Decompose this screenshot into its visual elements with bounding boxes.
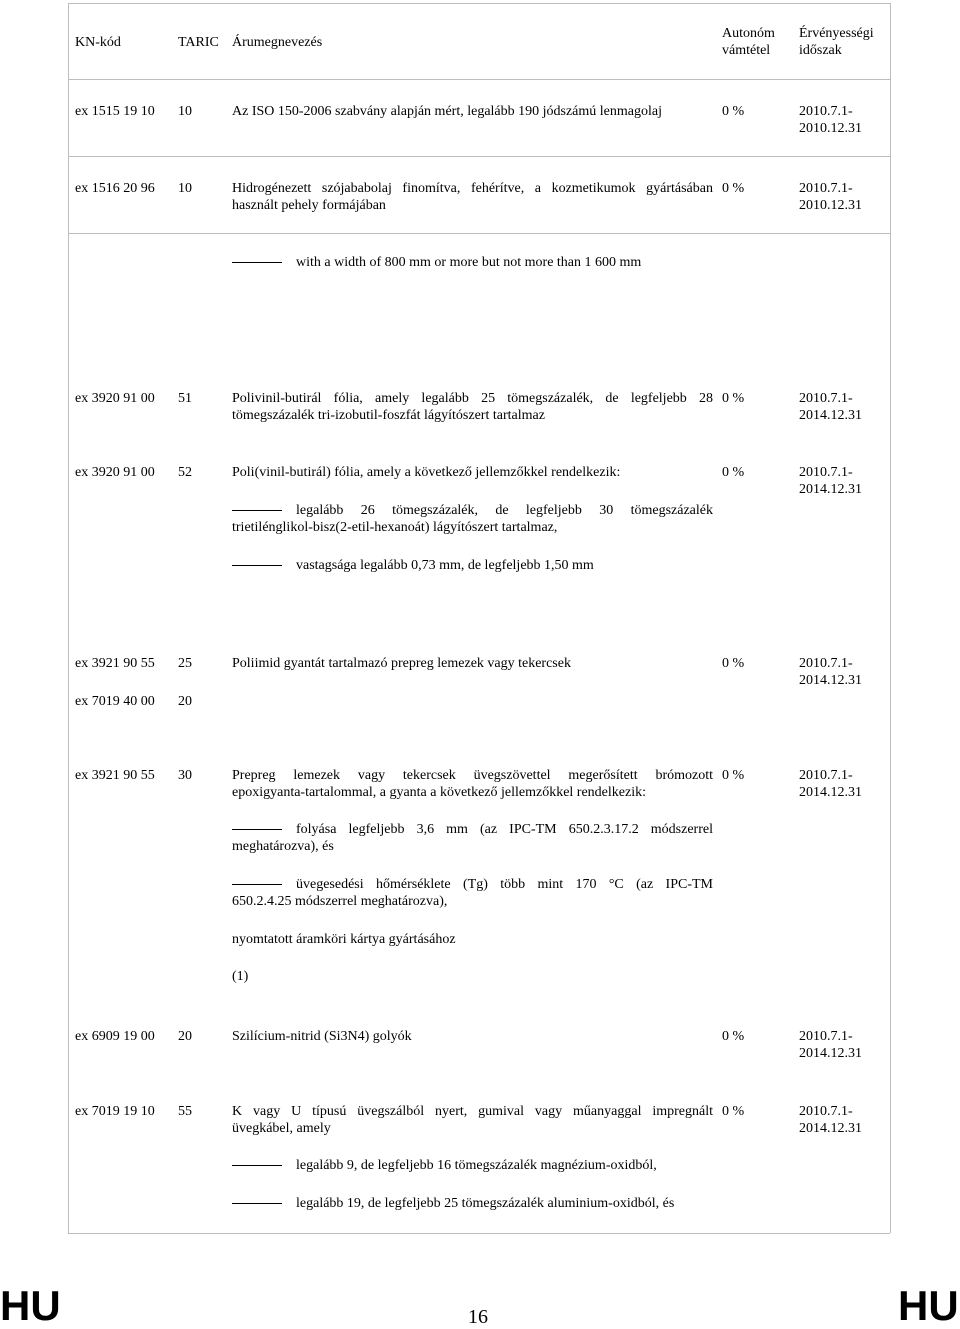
row-1-duty-rate: 0 % bbox=[722, 104, 745, 119]
row-5-sub-item-1 bbox=[232, 502, 713, 536]
row-2-taric: 10 bbox=[178, 181, 192, 196]
row-5-period bbox=[799, 464, 862, 498]
row-4-duty-rate: 0 % bbox=[722, 391, 745, 406]
dash-marker bbox=[232, 565, 282, 566]
header-duty-rate-line1: Autonóm bbox=[722, 26, 775, 41]
row-9-duty-rate: 0 % bbox=[722, 1104, 745, 1119]
row-1-period-start: 2010.7.1- bbox=[799, 104, 853, 119]
row-6-duty-rate: 0 % bbox=[722, 656, 745, 671]
header-description: Árumegnevezés bbox=[232, 35, 323, 50]
row-6-period-start: 2010.7.1- bbox=[799, 656, 853, 671]
row-6-taric-2: 20 bbox=[178, 694, 192, 709]
row-8-description: Szilícium-nitrid (Si3N4) golyók bbox=[232, 1029, 412, 1044]
footer-language-code-left: HU bbox=[0, 1282, 61, 1329]
row-7-period-end: 2014.12.31 bbox=[799, 785, 862, 800]
row-7-kn-code: ex 3921 90 55 bbox=[75, 768, 155, 783]
header-duty-rate bbox=[722, 25, 775, 59]
row-1-description: Az ISO 150-2006 szabvány alapján mért, legalább 190 jódszámú lenmagolaj bbox=[232, 104, 662, 119]
row-2-description bbox=[232, 180, 713, 214]
row-6-kn-code-2: ex 7019 40 00 bbox=[75, 694, 155, 709]
row-5-sub-item-1-line2: trietilénglikol-bisz(2-etil-hexanoát) lágyítószert tartalmaz, bbox=[232, 520, 558, 535]
footer-language-code-right: HU bbox=[898, 1282, 959, 1329]
row-4-description bbox=[232, 390, 713, 424]
row-6-period-end: 2014.12.31 bbox=[799, 673, 862, 688]
row-divider bbox=[68, 156, 890, 157]
row-1-period bbox=[799, 103, 862, 137]
row-5-sub-item-1-line1: legalább 26 tömegszázalék, de legfeljebb 30 tömegszázalék bbox=[296, 503, 713, 518]
row-5-taric: 52 bbox=[178, 465, 192, 480]
row-4-period bbox=[799, 390, 862, 424]
row-7-description-line2: epoxigyanta-tartalommal, a gyanta a következő jellemzőkkel rendelkezik: bbox=[232, 785, 646, 800]
row-4-description-line1: Polivinil-butirál fólia, amely legalább 25 tömegszázalék, de legfeljebb 28 bbox=[232, 391, 713, 406]
row-2-period-start: 2010.7.1- bbox=[799, 181, 853, 196]
row-4-taric: 51 bbox=[178, 391, 192, 406]
header-duty-rate-line2: vámtétel bbox=[722, 43, 771, 58]
row-9-description-line1: K vagy U típusú üvegszálból nyert, gumival vagy műanyaggal impregnált bbox=[232, 1104, 713, 1119]
row-5-sub-item-2: vastagsága legalább 0,73 mm, de legfeljebb 1,50 mm bbox=[296, 558, 594, 573]
row-2-period bbox=[799, 180, 862, 214]
row-6-kn-code-1: ex 3921 90 55 bbox=[75, 656, 155, 671]
row-1-taric: 10 bbox=[178, 104, 192, 119]
row-1-period-end: 2010.12.31 bbox=[799, 121, 862, 136]
row-7-sub-item-1-line1: folyása legfeljebb 3,6 mm (az IPC-TM 650.2.3.17.2 módszerrel bbox=[296, 822, 713, 837]
table-border-left bbox=[68, 3, 69, 1233]
row-divider bbox=[68, 79, 890, 80]
row-7-duty-rate: 0 % bbox=[722, 768, 745, 783]
row-8-taric: 20 bbox=[178, 1029, 192, 1044]
row-9-kn-code: ex 7019 19 10 bbox=[75, 1104, 155, 1119]
row-7-sub-item-2 bbox=[232, 876, 713, 910]
row-5-duty-rate: 0 % bbox=[722, 465, 745, 480]
row-9-description-line2: üvegkábel, amely bbox=[232, 1121, 331, 1136]
row-2-duty-rate: 0 % bbox=[722, 181, 745, 196]
row-7-taric: 30 bbox=[178, 768, 192, 783]
row-6-taric-1: 25 bbox=[178, 656, 192, 671]
row-8-period-start: 2010.7.1- bbox=[799, 1029, 853, 1044]
row-4-period-start: 2010.7.1- bbox=[799, 391, 853, 406]
row-9-period-end: 2014.12.31 bbox=[799, 1121, 862, 1136]
row-8-kn-code: ex 6909 19 00 bbox=[75, 1029, 155, 1044]
row-3-description: with a width of 800 mm or more but not more than 1 600 mm bbox=[296, 255, 642, 270]
row-6-description: Poliimid gyantát tartalmazó prepreg lemezek vagy tekercsek bbox=[232, 656, 571, 671]
row-divider bbox=[68, 233, 890, 234]
header-validity-line1: Érvényességi bbox=[799, 26, 874, 41]
row-5-kn-code: ex 3920 91 00 bbox=[75, 465, 155, 480]
row-8-duty-rate: 0 % bbox=[722, 1029, 745, 1044]
row-2-period-end: 2010.12.31 bbox=[799, 198, 862, 213]
header-validity-period bbox=[799, 25, 874, 59]
row-2-description-line1: Hidrogénezett szójababolaj finomítva, fehérítve, a kozmetikumok gyártásában bbox=[232, 181, 713, 196]
row-9-taric: 55 bbox=[178, 1104, 192, 1119]
page-number: 16 bbox=[468, 1306, 488, 1328]
header-taric: TARIC bbox=[178, 35, 219, 50]
row-7-footnote-ref: (1) bbox=[232, 969, 249, 984]
row-7-sub-item-2-line1: üvegesedési hőmérséklete (Tg) több mint 170 °C (az IPC-TM bbox=[296, 877, 713, 892]
header-validity-line2: időszak bbox=[799, 43, 842, 58]
row-9-description bbox=[232, 1103, 713, 1137]
row-5-description: Poli(vinil-butirál) fólia, amely a következő jellemzőkkel rendelkezik: bbox=[232, 465, 621, 480]
row-4-description-line2: tömegszázalék tri-izobutil-foszfát lágyítószert tartalmaz bbox=[232, 408, 545, 423]
header-kn-code: KN-kód bbox=[75, 35, 121, 50]
row-7-purpose: nyomtatott áramköri kártya gyártásához bbox=[232, 932, 456, 947]
dash-marker bbox=[232, 262, 282, 263]
row-2-kn-code: ex 1516 20 96 bbox=[75, 181, 155, 196]
row-8-period-end: 2014.12.31 bbox=[799, 1046, 862, 1061]
row-9-period bbox=[799, 1103, 862, 1137]
row-8-period bbox=[799, 1028, 862, 1062]
row-4-period-end: 2014.12.31 bbox=[799, 408, 862, 423]
row-9-sub-item-1: legalább 9, de legfeljebb 16 tömegszázalék magnézium-oxidból, bbox=[296, 1158, 657, 1173]
row-9-sub-item-2: legalább 19, de legfeljebb 25 tömegszázalék aluminium-oxidból, és bbox=[296, 1196, 675, 1211]
row-6-period bbox=[799, 655, 862, 689]
row-9-period-start: 2010.7.1- bbox=[799, 1104, 853, 1119]
row-2-description-line2: használt pehely formájában bbox=[232, 198, 386, 213]
row-5-period-end: 2014.12.31 bbox=[799, 482, 862, 497]
row-7-description bbox=[232, 767, 713, 801]
row-7-sub-item-1 bbox=[232, 821, 713, 855]
row-1-kn-code: ex 1515 19 10 bbox=[75, 104, 155, 119]
row-7-period bbox=[799, 767, 862, 801]
row-7-sub-item-1-line2: meghatározva), és bbox=[232, 839, 334, 854]
row-7-sub-item-2-line2: 650.2.4.25 módszerrel meghatározva), bbox=[232, 894, 448, 909]
row-7-description-line1: Prepreg lemezek vagy tekercsek üvegszövettel megerősített brómozott bbox=[232, 768, 713, 783]
dash-marker bbox=[232, 1203, 282, 1204]
table-border-bottom bbox=[68, 1233, 890, 1234]
row-4-kn-code: ex 3920 91 00 bbox=[75, 391, 155, 406]
row-7-period-start: 2010.7.1- bbox=[799, 768, 853, 783]
table-border-right bbox=[890, 3, 891, 1233]
table-border-top bbox=[68, 3, 890, 4]
dash-marker bbox=[232, 1165, 282, 1166]
row-5-period-start: 2010.7.1- bbox=[799, 465, 853, 480]
